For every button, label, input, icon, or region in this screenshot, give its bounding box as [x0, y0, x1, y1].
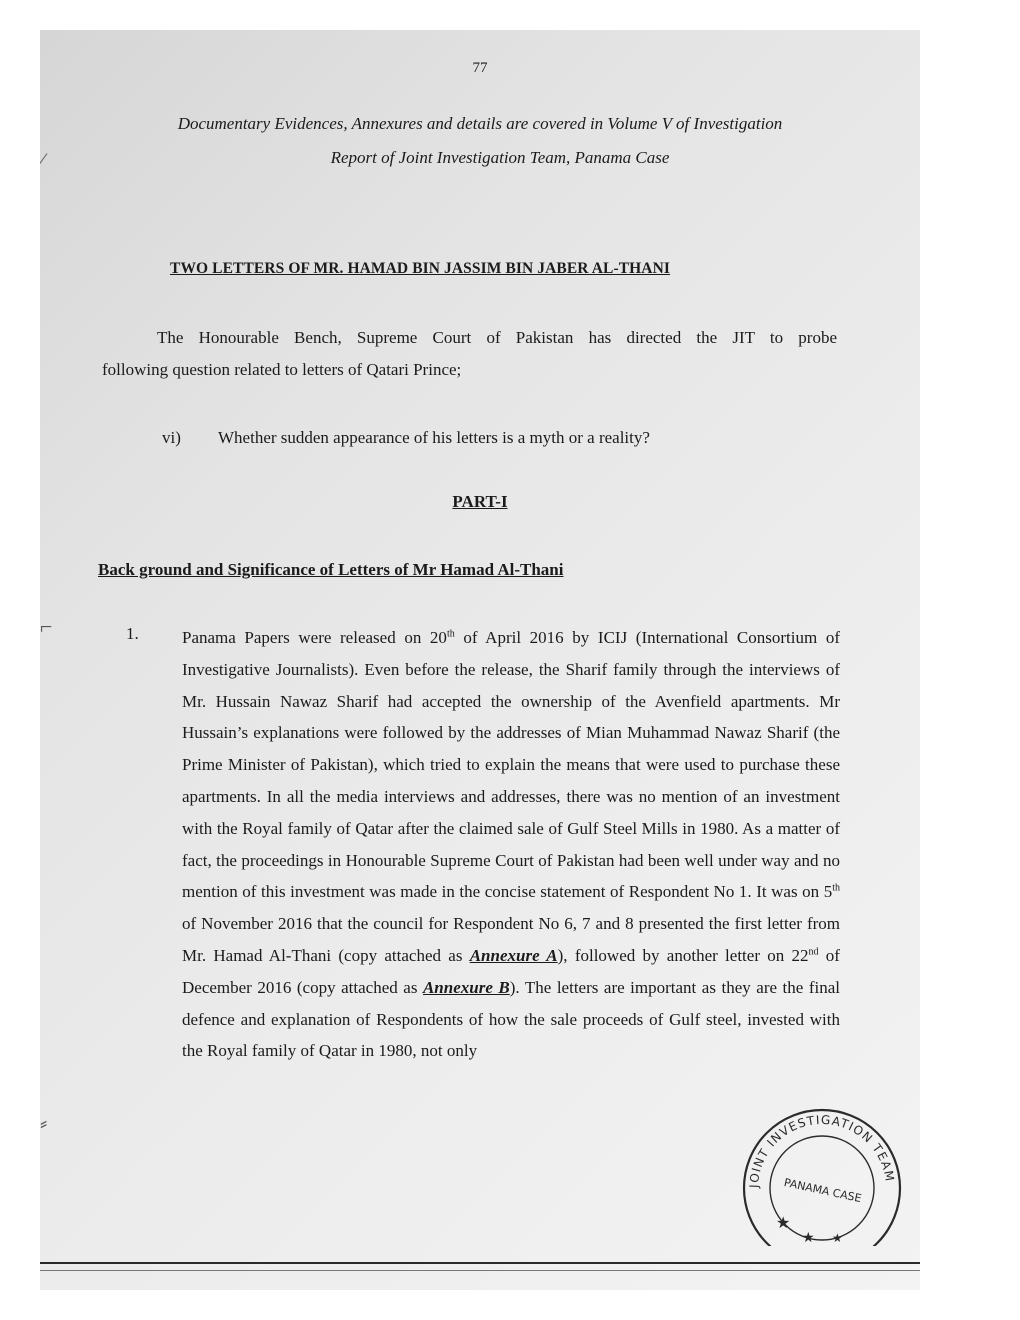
ordinal-suffix: nd [808, 946, 819, 958]
handwritten-mark-1: ⁄ [40, 148, 44, 173]
question-text: Whether sudden appearance of his letters is a myth or a reality? [218, 428, 650, 447]
stamp-arc-text: JOINT INVESTIGATION TEAM [746, 1112, 897, 1189]
jit-stamp [736, 1096, 906, 1246]
bottom-rule-thin [40, 1270, 920, 1271]
paragraph-number: 1. [126, 624, 139, 643]
paragraph-body [182, 622, 840, 1067]
section-heading: Back ground and Significance of Letters of Mr Hamad Al-Thani [98, 560, 564, 579]
ordinal-suffix: th [832, 882, 840, 894]
intro-line-2: following question related to letters of Qatari Prince; [102, 360, 462, 379]
bottom-rule [40, 1262, 920, 1264]
question-number: vi) [162, 428, 181, 447]
paragraph-text: Panama Papers were released on 20 [182, 628, 447, 647]
paragraph-text: of April 2016 by ICIJ (International Consortium of Investigative Journalists). Even before the release, the Sharif family through the interviews of Mr. Hussain Nawaz Sharif had accepted the ownership of the Avenfield apartments. Mr Hussain’s explanations were followed by the addresses of Mian Muhammad Nawaz Sharif (the Prime Minister of Pakistan), which tried to explain the means that were used to purchase these apartments. In all the media interviews and addresses, there was no mention of an investment with the Royal family of Qatar after the claimed sale of Gulf Steel Mills in 1980. As a matter of fact, the proceedings in Honourable Supreme Court of Pakistan had been well under way and no mention of this investment was made in the concise statement of Respondent No 1. It was on 5 [182, 628, 840, 902]
part-heading: PART-I [452, 492, 508, 511]
stamp-star-icon: ★ [832, 1231, 843, 1245]
stamp-center-text: PANAMA CASE [782, 1176, 863, 1206]
paragraph-text: ). The letters are important as they are the final defence and explanation of Respondents of how the sale proceeds of Gulf steel, invested with the Royal family of Qatar in 1980, not only [182, 977, 840, 1061]
paragraph-text: of December 2016 (copy attached as [182, 945, 840, 997]
header-line-2: Report of Joint Investigation Team, Panama Case [330, 148, 670, 167]
document-page [40, 30, 920, 1290]
paragraph-text: of November 2016 that the council for Respondent No 6, 7 and 8 presented the first letter from Mr. Hamad Al-Thani (copy attached as [182, 914, 840, 965]
header-line-1: Documentary Evidences, Annexures and details are covered in Volume V of Investigation [177, 114, 783, 133]
stamp-outer-ring [744, 1110, 900, 1246]
intro-line-1: The Honourable Bench, Supreme Court of Pakistan has directed the JIT to probe [157, 328, 837, 347]
page-number: 77 [472, 60, 488, 76]
handwritten-mark-2: ⌐ [40, 614, 53, 639]
handwritten-mark-3: ⸗ [40, 1110, 48, 1135]
stamp-star-icon: ★ [776, 1215, 791, 1232]
paragraph-text: ), followed by another letter on 22 [557, 945, 809, 965]
annexure-b-reference: Annexure B [422, 977, 510, 997]
annexure-a-reference: Annexure A [469, 945, 558, 965]
stamp-star-icon: ★ [802, 1231, 815, 1246]
ordinal-suffix: th [446, 628, 455, 640]
document-title: TWO LETTERS OF MR. HAMAD BIN JASSIM BIN JABER AL-THANI [170, 260, 671, 277]
